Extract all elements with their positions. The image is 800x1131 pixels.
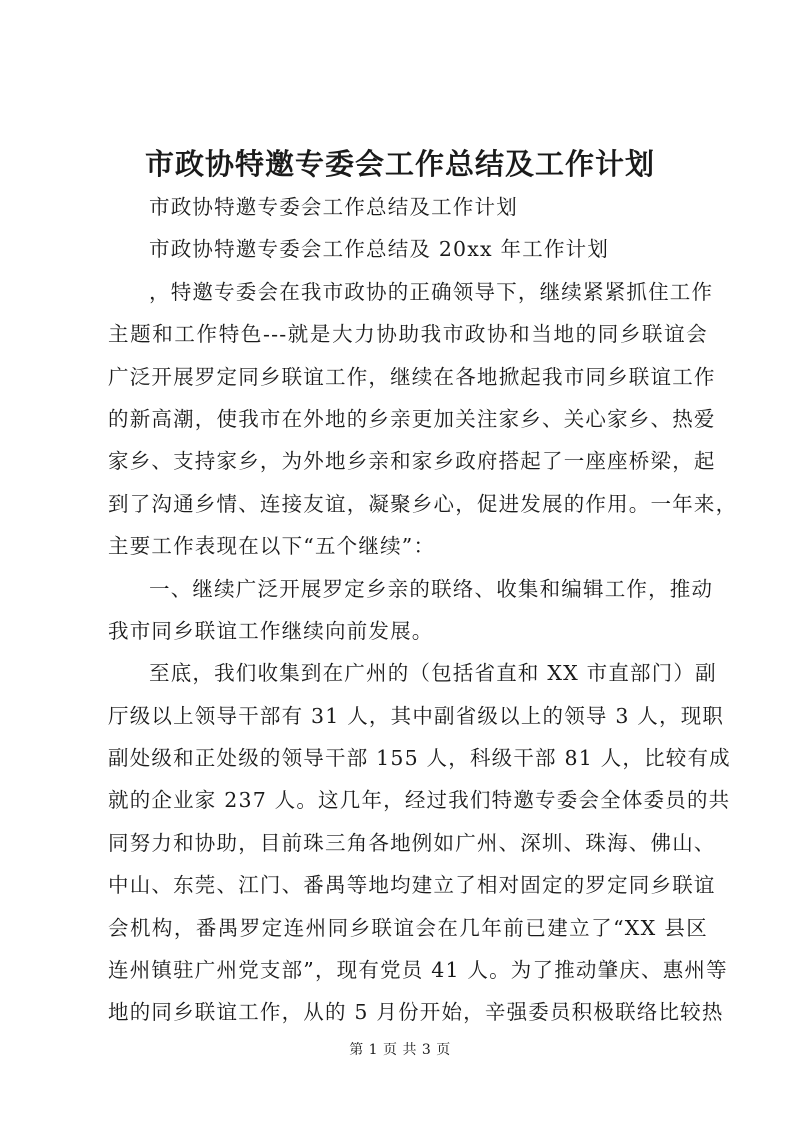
- document-body: [108, 186, 738, 1034]
- page-number: 第 1 页 共 3 页: [349, 1042, 451, 1058]
- paragraph-line: 的新高潮，使我市在外地的乡亲更加关注家乡、关心家乡、热爱: [108, 406, 716, 431]
- subtitle-line: 市政协特邀专委会工作总结及 20xx 年工作计划: [149, 237, 610, 262]
- paragraph-line: 同努力和协助，目前珠三角各地例如广州、深圳、珠海、佛山、: [108, 830, 716, 855]
- paragraph-line: 连州镇驻广州党支部”，现有党员 41 人。为了推动肇庆、惠州等: [108, 958, 728, 983]
- paragraph-line: 地的同乡联谊工作，从的 5 月份开始，辛强委员积极联络比较热: [108, 1000, 724, 1025]
- paragraph-line: 家乡、支持家乡，为外地乡亲和家乡政府搭起了一座座桥梁，起: [108, 449, 716, 474]
- paragraph-line: 主要工作表现在以下“五个继续”：: [108, 534, 436, 559]
- subtitle-line: 市政协特邀专委会工作总结及工作计划: [149, 195, 518, 219]
- section-heading-line: 我市同乡联谊工作继续向前发展。: [108, 618, 434, 643]
- paragraph-line: 厅级以上领导干部有 31 人，其中副省级以上的领导 3 人，现职: [108, 703, 725, 728]
- paragraph-line: 广泛开展罗定同乡联谊工作，继续在各地掀起我市同乡联谊工作: [108, 364, 716, 389]
- paragraph-line: 到了沟通乡情、连接友谊，凝聚乡心，促进发展的作用。一年来，: [108, 491, 738, 516]
- paragraph-line: ，特邀专委会在我市政协的正确领导下，继续紧紧抓住工作: [149, 279, 714, 304]
- paragraph-line: 就的企业家 237 人。这几年，经过我们特邀专委会全体委员的共: [108, 788, 731, 813]
- section-heading-line: 一、继续广泛开展罗定乡亲的联络、收集和编辑工作，推动: [149, 576, 714, 601]
- paragraph-line: 至底，我们收集到在广州的（包括省直和 XX 市直部门）副: [149, 661, 717, 686]
- paragraph-line: 会机构，番禺罗定连州同乡联谊会在几年前已建立了“XX 县区: [108, 915, 708, 940]
- paragraph-line: 副处级和正处级的领导干部 155 人，科级干部 81 人，比较有成: [108, 746, 731, 771]
- paragraph-line: 中山、东莞、江门、番禺等地均建立了相对固定的罗定同乡联谊: [108, 873, 716, 898]
- paragraph-line: 主题和工作特色---就是大力协助我市政协和当地的同乡联谊会: [108, 322, 708, 347]
- document-title: 市政协特邀专委会工作总结及工作计划: [144, 147, 655, 181]
